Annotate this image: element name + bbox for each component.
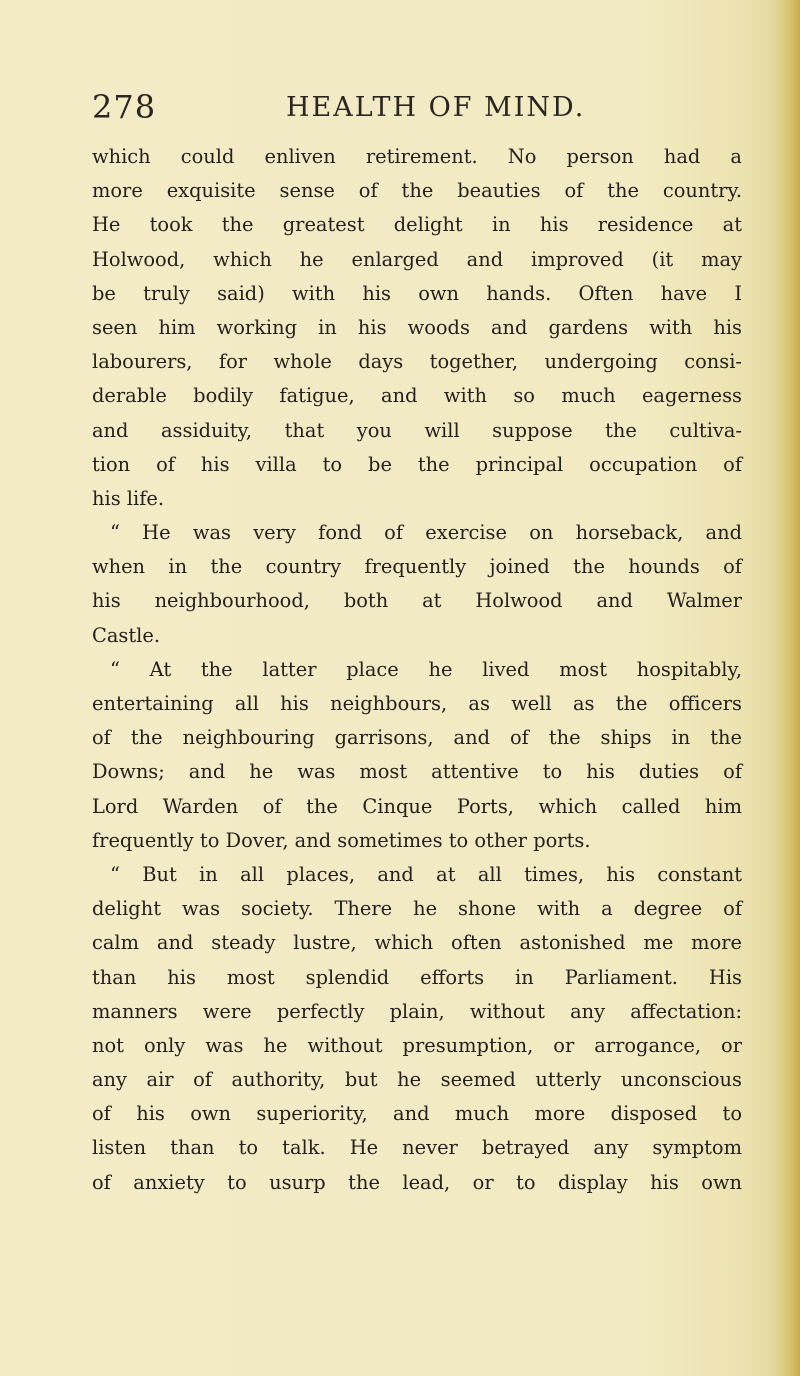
text-line: be truly said) with his own hands. Often have I [92,281,742,305]
text-line: “ But in all places, and at all times, his constant [110,862,742,886]
text-line: frequently to Dover, and sometimes to other ports. [92,828,591,852]
text-line: entertaining all his neighbours, as well as the officers [92,692,742,715]
text-line: delight was society. There he shone with a degree of [92,897,742,921]
text-line: tion of his villa to be the principal occupation of [92,452,742,476]
text-line: seen him working in his woods and gardens with his [92,315,742,339]
text-line: when in the country frequently joined the hounds of [92,555,742,579]
running-head: HEALTH OF MIND. [286,92,586,123]
text-line: Lord Warden of the Cinque Ports, which called him [92,794,742,818]
text-line: Holwood, which he enlarged and improved (it may [92,247,742,271]
text-line: “ He was very fond of exercise on horseback, and [110,521,742,545]
text-line: Downs; and he was most attentive to his duties of [92,760,742,784]
page-number: 278 [92,88,157,126]
text-line: than his most splendid efforts in Parliament. His [92,965,742,989]
text-line: and assiduity, that you will suppose the cultiva- [92,418,742,442]
text-line: Castle. [92,623,160,647]
text-line: calm and steady lustre, which often astonished me more [92,931,742,955]
page-edge-stain [774,0,800,1376]
text-line: of the neighbouring garrisons, and of the ships in the [92,726,742,750]
text-line: of his own superiority, and much more disposed to [92,1102,742,1126]
text-line: “ At the latter place he lived most hospitably, [110,657,742,681]
text-line: any air of authority, but he seemed utterly unconscious [92,1068,742,1092]
text-line: derable bodily fatigue, and with so much eagerness [92,384,742,408]
text-line: labourers, for whole days together, undergoing consi- [92,350,742,374]
text-line: his life. [92,486,165,510]
text-line: not only was he without presumption, or arrogance, or [92,1033,742,1057]
text-line: listen than to talk. He never betrayed any symptom [92,1136,742,1160]
body-text [92,140,742,1200]
text-line: of anxiety to usurp the lead, or to display his own [92,1170,742,1194]
page-header [92,88,732,128]
text-line: manners were perfectly plain, without any affectation: [92,999,742,1023]
text-line: which could enliven retirement. No person had a [92,145,742,168]
text-line: more exquisite sense of the beauties of the country. [92,179,742,203]
text-line: He took the greatest delight in his residence at [92,213,742,237]
text-line: his neighbourhood, both at Holwood and Walmer [92,589,742,613]
